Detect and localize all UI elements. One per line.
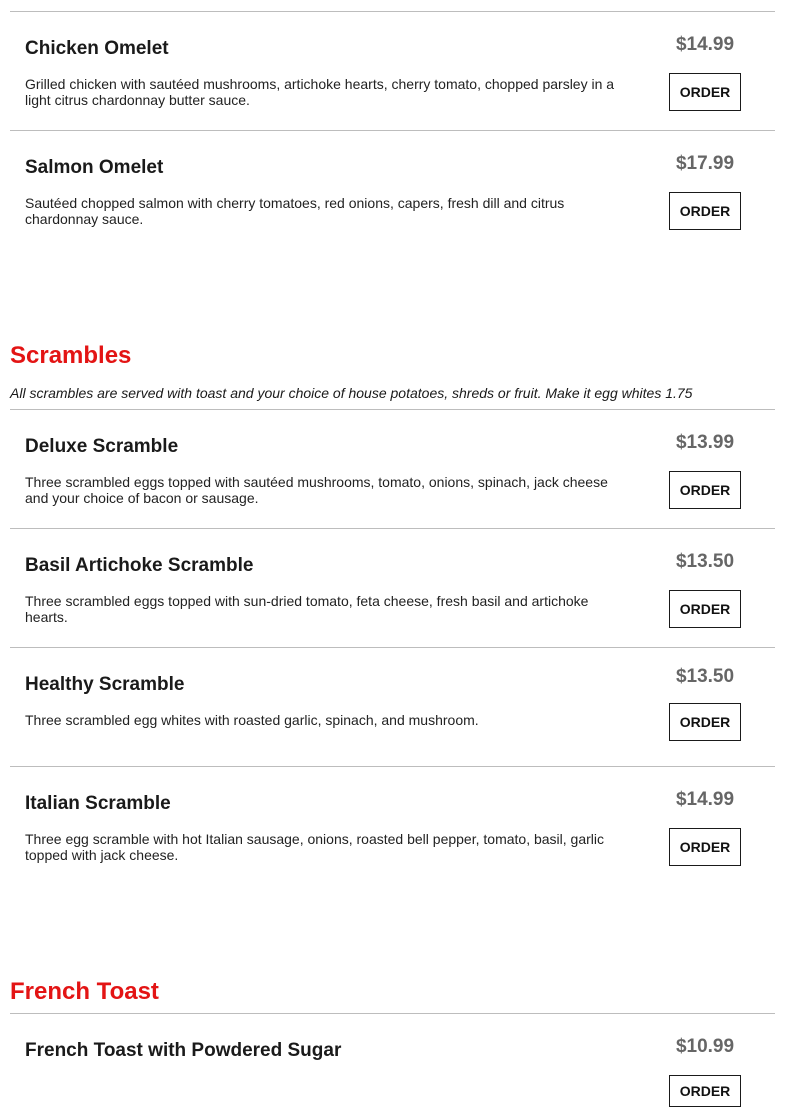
item-price: $13.50 xyxy=(675,551,735,572)
menu-item xyxy=(10,528,775,646)
order-button[interactable]: ORDER xyxy=(669,73,741,111)
menu-item xyxy=(10,766,775,884)
section-header-scrambles xyxy=(10,342,775,401)
order-button[interactable]: ORDER xyxy=(669,703,741,741)
section-header-french-toast xyxy=(10,978,775,1006)
item-price: $10.99 xyxy=(675,1036,735,1057)
item-description: Three scrambled eggs topped with sun-dried tomato, feta cheese, fresh basil and artichoke hearts. xyxy=(25,593,589,625)
item-price: $13.50 xyxy=(675,666,735,687)
item-price: $17.99 xyxy=(675,153,735,174)
item-name: Salmon Omelet xyxy=(25,157,164,178)
item-price: $13.99 xyxy=(675,432,735,453)
section-title: Scrambles xyxy=(10,342,132,369)
item-name: Basil Artichoke Scramble xyxy=(25,555,254,576)
order-button[interactable]: ORDER xyxy=(669,590,741,628)
menu-item xyxy=(10,130,775,248)
menu-item xyxy=(10,11,775,129)
item-price: $14.99 xyxy=(675,789,735,810)
item-price: $14.99 xyxy=(675,34,735,55)
item-name: French Toast with Powdered Sugar xyxy=(25,1040,342,1061)
item-name: Italian Scramble xyxy=(25,793,171,814)
item-name: Chicken Omelet xyxy=(25,38,169,59)
item-name: Healthy Scramble xyxy=(25,674,185,695)
item-description: Three scrambled egg whites with roasted garlic, spinach, and mushroom. xyxy=(25,712,479,728)
menu-item xyxy=(10,647,775,765)
item-description: Three egg scramble with hot Italian sausage, onions, roasted bell pepper, tomato, basil, garlic topped with jack cheese. xyxy=(25,831,604,863)
order-button[interactable]: ORDER xyxy=(669,192,741,230)
order-button[interactable]: ORDER xyxy=(669,471,741,509)
item-description: Three scrambled eggs topped with sautéed mushrooms, tomato, onions, spinach, jack cheese and your choice of bacon or sausage. xyxy=(25,474,608,506)
section-note: All scrambles are served with toast and your choice of house potatoes, shreds or fruit. Make it egg whites 1.75 xyxy=(10,385,693,401)
item-name: Deluxe Scramble xyxy=(25,436,179,457)
menu-item xyxy=(10,1013,775,1101)
item-description: Sautéed chopped salmon with cherry tomatoes, red onions, capers, fresh dill and citrus chardonnay sauce. xyxy=(25,195,565,227)
menu-item xyxy=(10,409,775,527)
section-title: French Toast xyxy=(10,978,159,1005)
order-button[interactable]: ORDER xyxy=(669,828,741,866)
item-description: Grilled chicken with sautéed mushrooms, artichoke hearts, cherry tomato, chopped parsley in a light citrus chardonnay butter sauce. xyxy=(25,76,615,108)
order-button[interactable]: ORDER xyxy=(669,1075,741,1107)
